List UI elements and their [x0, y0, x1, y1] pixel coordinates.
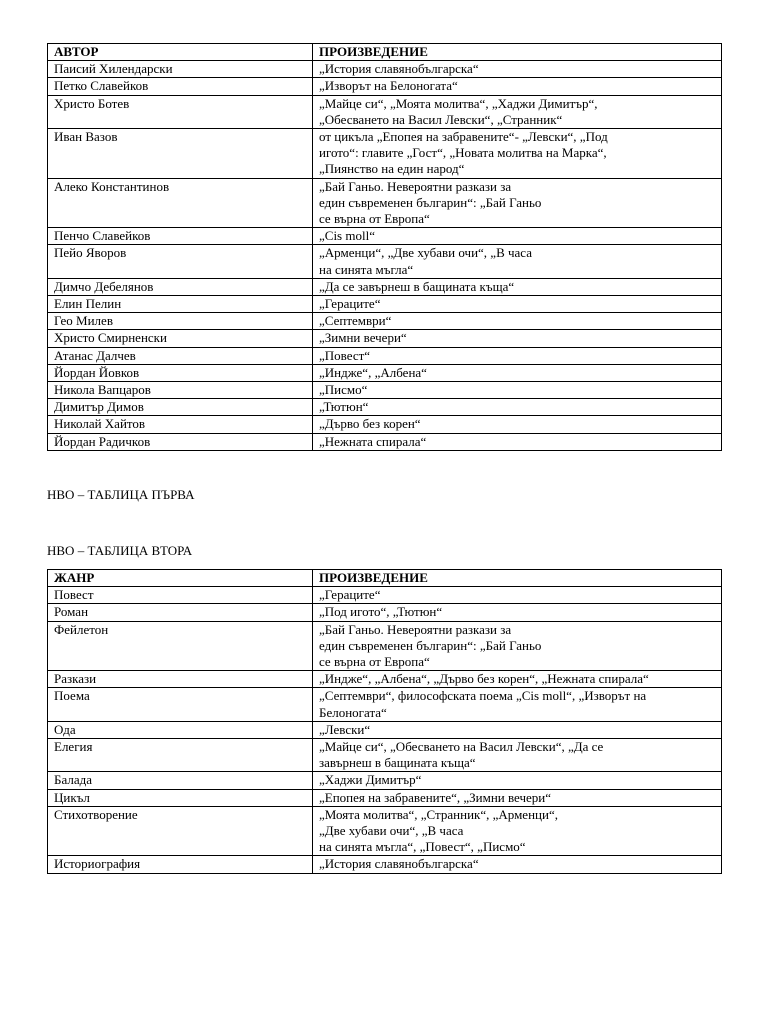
work-cell: „Майце си“, „Моята молитва“, „Хаджи Димитър“, „Обесването на Васил Левски“, „Странник“ [313, 95, 722, 128]
work-cell: „Дърво без корен“ [313, 416, 722, 433]
author-cell: Атанас Далчев [48, 347, 313, 364]
author-cell: Алеко Константинов [48, 178, 313, 228]
work-cell: „Нежната спирала“ [313, 433, 722, 450]
column-header-work: ПРОИЗВЕДЕНИЕ [313, 570, 722, 587]
author-cell: Елин Пелин [48, 296, 313, 313]
authors-works-table [47, 43, 722, 451]
work-cell: „Септември“ [313, 313, 722, 330]
work-cell: „Тютюн“ [313, 399, 722, 416]
work-cell: „Хаджи Димитър“ [313, 772, 722, 789]
genres-works-table [47, 569, 722, 874]
work-cell: „Индже“, „Албена“ [313, 364, 722, 381]
table-caption-second: НВО – ТАБЛИЦА ВТОРА [47, 543, 193, 558]
table-row [48, 228, 722, 245]
work-cell: „Епопея на забравените“, „Зимни вечери“ [313, 789, 722, 806]
work-cell: „Гераците“ [313, 587, 722, 604]
table-row [48, 178, 722, 228]
table-row [48, 671, 722, 688]
table-row [48, 129, 722, 179]
work-cell: „Моята молитва“, „Странник“, „Арменци“, „Две хубави очи“, „В часа на синята мъгла“, „Повест“, „Писмо“ [313, 806, 722, 856]
work-cell: „Бай Ганьо. Невероятни разкази за един съвременен българин“: „Бай Ганьо се върна от Европа“ [313, 178, 722, 228]
authors-works-table-body [48, 61, 722, 451]
table-row [48, 772, 722, 789]
genre-cell: Балада [48, 772, 313, 789]
table-row [48, 382, 722, 399]
work-cell: „Гераците“ [313, 296, 722, 313]
genre-cell: Цикъл [48, 789, 313, 806]
table-row [48, 433, 722, 450]
author-cell: Йордан Йовков [48, 364, 313, 381]
table-row [48, 364, 722, 381]
work-cell: „Писмо“ [313, 382, 722, 399]
author-cell: Димитър Димов [48, 399, 313, 416]
table-row [48, 347, 722, 364]
table-row [48, 95, 722, 128]
table-header-row [48, 570, 722, 587]
table-row [48, 789, 722, 806]
author-cell: Димчо Дебелянов [48, 278, 313, 295]
column-header-work: ПРОИЗВЕДЕНИЕ [313, 44, 722, 61]
author-cell: Иван Вазов [48, 129, 313, 179]
work-cell: „Арменци“, „Две хубави очи“, „В часа на синята мъгла“ [313, 245, 722, 278]
author-cell: Паисий Хилендарски [48, 61, 313, 78]
author-cell: Пенчо Славейков [48, 228, 313, 245]
table-row [48, 688, 722, 721]
genre-cell: Фейлетон [48, 621, 313, 671]
table-row [48, 399, 722, 416]
table-row [48, 587, 722, 604]
table-row [48, 61, 722, 78]
genre-cell: Роман [48, 604, 313, 621]
work-cell: „Да се завърнеш в бащината къща“ [313, 278, 722, 295]
genre-cell: Поема [48, 688, 313, 721]
work-cell: „Бай Ганьо. Невероятни разкази за един съвременен българин“: „Бай Ганьо се върна от Европа“ [313, 621, 722, 671]
work-cell: „Индже“, „Албена“, „Дърво без корен“, „Нежната спирала“ [313, 671, 722, 688]
work-cell: „Cis moll“ [313, 228, 722, 245]
table-row [48, 621, 722, 671]
genre-cell: Историография [48, 856, 313, 873]
table-header-row [48, 44, 722, 61]
table-row [48, 721, 722, 738]
author-cell: Йордан Радичков [48, 433, 313, 450]
table-row [48, 806, 722, 856]
table-row [48, 245, 722, 278]
work-cell: „История славянобългарска“ [313, 61, 722, 78]
author-cell: Пейо Яворов [48, 245, 313, 278]
author-cell: Никола Вапцаров [48, 382, 313, 399]
table-row [48, 330, 722, 347]
table-row [48, 313, 722, 330]
table-caption-first: НВО – ТАБЛИЦА ПЪРВА [47, 487, 195, 502]
table-row [48, 856, 722, 873]
work-cell: „Майце си“, „Обесването на Васил Левски“, „Да се завърнеш в бащината къща“ [313, 739, 722, 772]
work-cell: „Зимни вечери“ [313, 330, 722, 347]
author-cell: Христо Смирненски [48, 330, 313, 347]
table-row [48, 278, 722, 295]
author-cell: Николай Хайтов [48, 416, 313, 433]
table-row [48, 739, 722, 772]
work-cell: „Изворът на Белоногата“ [313, 78, 722, 95]
author-cell: Гео Милев [48, 313, 313, 330]
column-header-author: АВТОР [48, 44, 313, 61]
work-cell: „Септември“, философската поема „Cis moll“, „Изворът на Белоногата“ [313, 688, 722, 721]
table-row [48, 78, 722, 95]
genre-cell: Ода [48, 721, 313, 738]
work-cell: „Под игото“, „Тютюн“ [313, 604, 722, 621]
author-cell: Петко Славейков [48, 78, 313, 95]
work-cell: „История славянобългарска“ [313, 856, 722, 873]
genre-cell: Разкази [48, 671, 313, 688]
work-cell: „Повест“ [313, 347, 722, 364]
column-header-genre: ЖАНР [48, 570, 313, 587]
work-cell: от цикъла „Епопея на забравените“- „Левски“, „Под игото“: главите „Гост“, „Новата молитва на Марка“, „Пиянство на един народ“ [313, 129, 722, 179]
genre-cell: Елегия [48, 739, 313, 772]
genre-cell: Стихотворение [48, 806, 313, 856]
genres-works-table-body [48, 587, 722, 873]
table-row [48, 296, 722, 313]
table-row [48, 604, 722, 621]
table-row [48, 416, 722, 433]
author-cell: Христо Ботев [48, 95, 313, 128]
genre-cell: Повест [48, 587, 313, 604]
work-cell: „Левски“ [313, 721, 722, 738]
